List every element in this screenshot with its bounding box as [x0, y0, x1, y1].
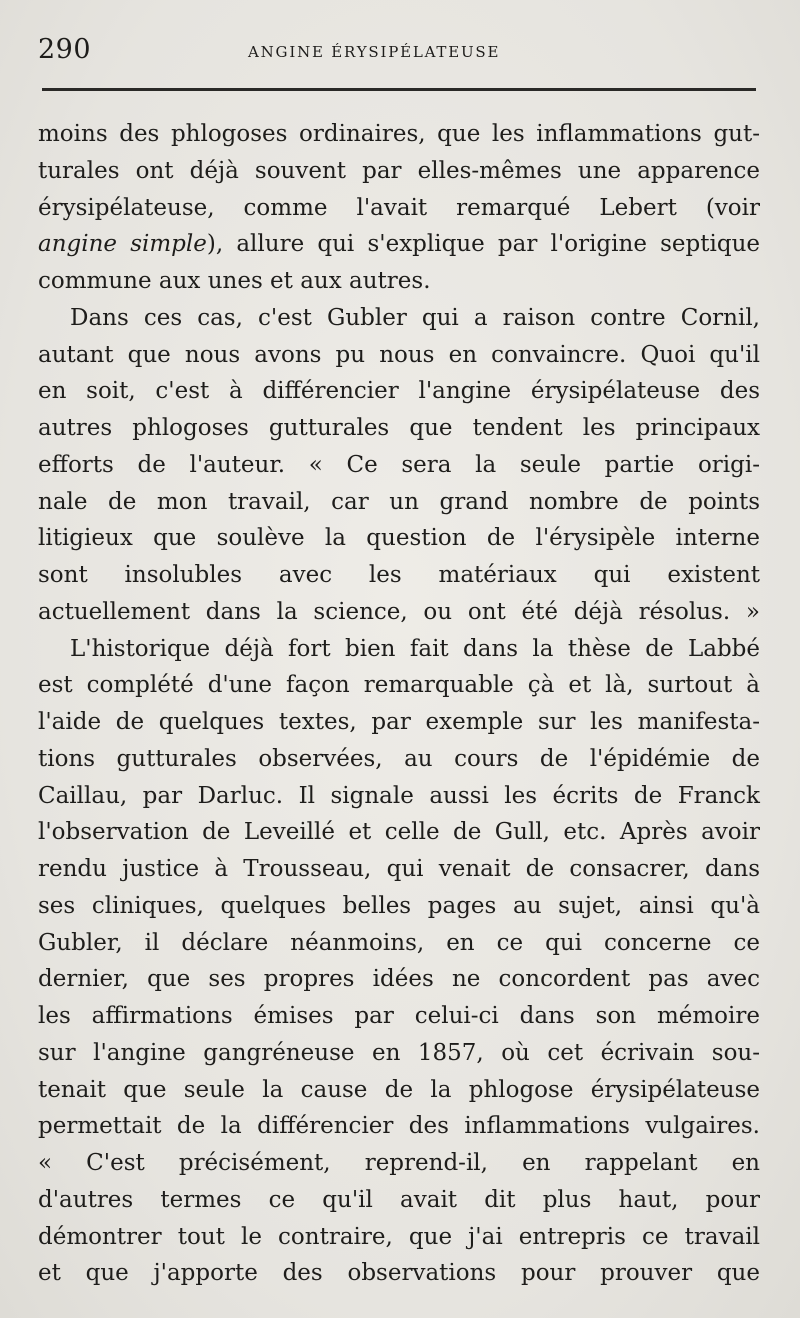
text-line: actuellement dans la science, ou ont été déjà résolus. »: [38, 598, 760, 625]
page-number: 290: [38, 34, 92, 65]
text-line: L'historique déjà fort bien fait dans la thèse de Labbé: [70, 635, 760, 662]
text-line: l'observation de Leveillé et celle de Gull, etc. Après avoir: [38, 819, 760, 846]
text-line: turales ont déjà souvent par elles-mêmes une apparence: [38, 157, 760, 184]
text-line: nale de mon travail, car un grand nombre de points: [38, 488, 760, 515]
text-line: rendu justice à Trousseau, qui venait de consacrer, dans: [38, 856, 760, 882]
text-line: moins des phlogoses ordinaires, que les inflammations gut-: [38, 121, 760, 147]
text-line: permettait de la différencier des inflammations vulgaires.: [38, 1113, 760, 1140]
text-line: Dans ces cas, c'est Gubler qui a raison contre Cornil,: [70, 304, 760, 331]
text-line: tenait que seule la cause de la phlogose érysipélateuse: [38, 1076, 760, 1103]
text-line: l'aide de quelques textes, par exemple sur les manifesta-: [38, 709, 760, 735]
line-text: ), allure qui s'explique par l'origine septique: [206, 231, 760, 258]
text-line: « C'est précisément, reprend-il, en rappelant en: [38, 1150, 760, 1176]
text-line: [38, 226, 760, 263]
text-line: Caillau, par Darluc. Il signale aussi les écrits de Franck: [38, 782, 760, 809]
text-line: ses cliniques, quelques belles pages au sujet, ainsi qu'à: [38, 892, 760, 919]
text-line: tions gutturales observées, au cours de l'épidémie de: [38, 745, 760, 772]
text-line: sont insolubles avec les matériaux qui existent: [38, 562, 760, 588]
header-rule: [42, 88, 756, 91]
text-line: érysipélateuse, comme l'avait remarqué Lebert (voir: [38, 194, 760, 221]
text-line: les affirmations émises par celui-ci dans son mémoire: [38, 1003, 760, 1029]
text-line: en soit, c'est à différencier l'angine érysipélateuse des: [38, 378, 760, 405]
page-header: [38, 34, 756, 74]
body-text: [38, 116, 760, 1292]
text-line: dernier, que ses propres idées ne concordent pas avec: [38, 966, 760, 993]
text-line: démontrer tout le contraire, que j'ai entrepris ce travail: [38, 1223, 760, 1250]
italic-phrase: angine simple: [38, 231, 207, 258]
text-line: d'autres termes ce qu'il avait dit plus haut, pour: [38, 1186, 760, 1213]
text-line: efforts de l'auteur. « Ce sera la seule partie origi-: [38, 451, 760, 478]
text-line: autres phlogoses gutturales que tendent les principaux: [38, 415, 760, 441]
text-line: est complété d'une façon remarquable çà et là, surtout à: [38, 672, 760, 699]
text-line: autant que nous avons pu nous en convaincre. Quoi qu'il: [38, 341, 760, 368]
running-title: ANGINE ÉRYSIPÉLATEUSE: [248, 43, 501, 61]
text-line: commune aux unes et aux autres.: [38, 268, 431, 294]
text-line: Gubler, il déclare néanmoins, en ce qui concerne ce: [38, 929, 760, 956]
text-line: sur l'angine gangréneuse en 1857, où cet écrivain sou-: [38, 1039, 760, 1066]
text-line: et que j'apporte des observations pour prouver que: [38, 1260, 760, 1287]
text-line: litigieux que soulève la question de l'érysipèle interne: [38, 525, 760, 552]
